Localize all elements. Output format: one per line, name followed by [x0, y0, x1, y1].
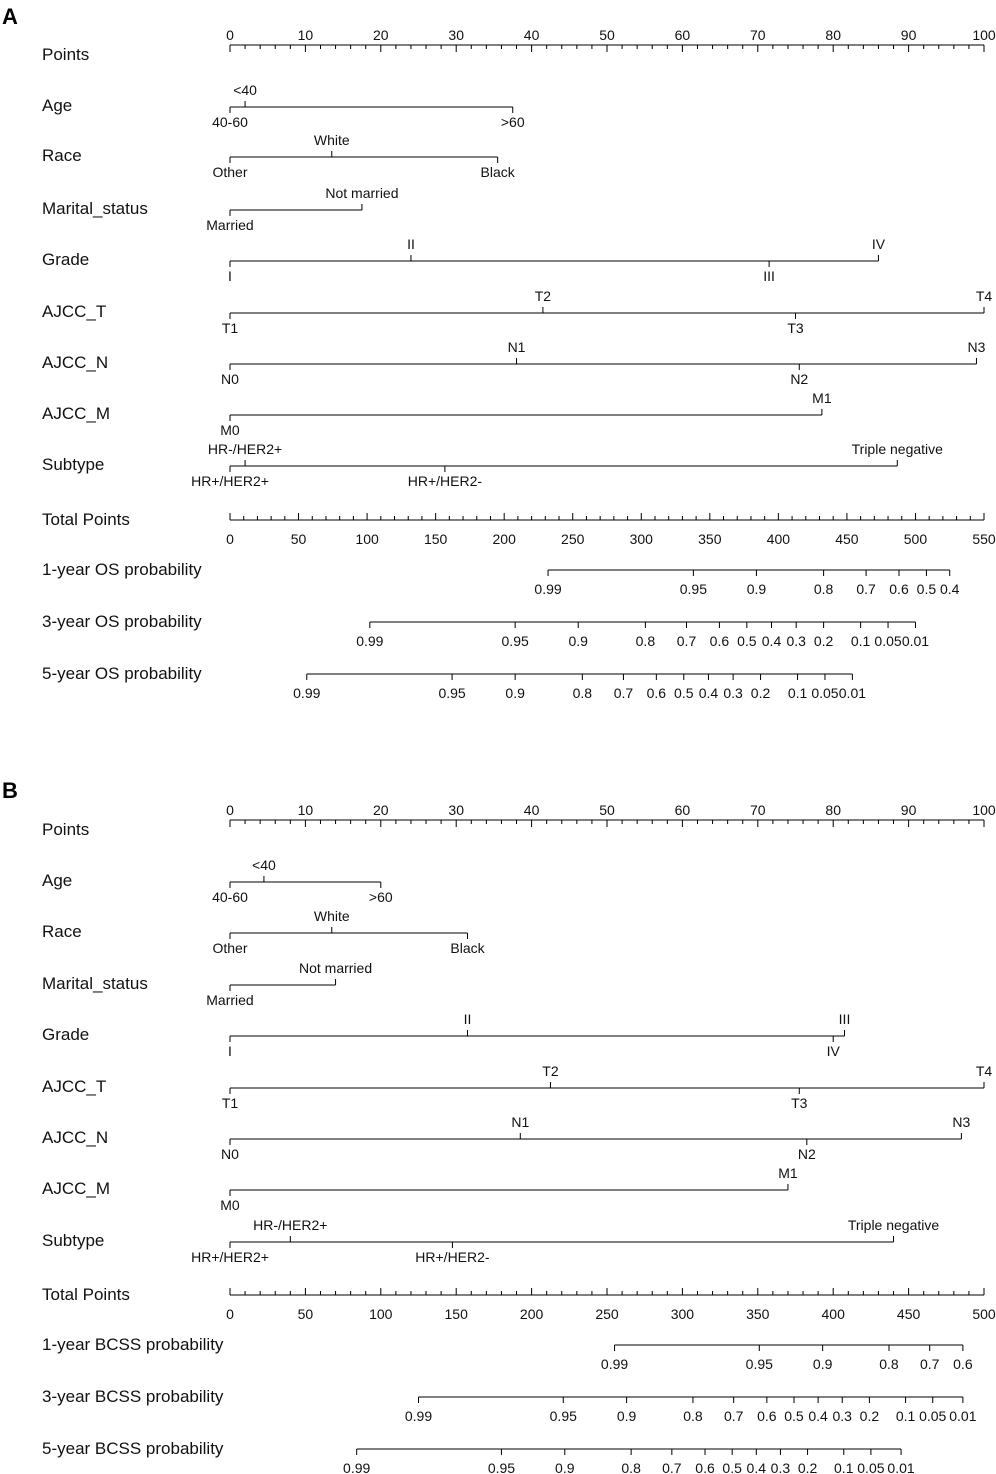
- level-label: White: [313, 908, 350, 924]
- probability-tick-label: 0.8: [683, 1408, 703, 1424]
- probability-tick-label: 0.95: [745, 1356, 773, 1372]
- probability-tick-label: 0.99: [293, 685, 321, 701]
- level-label: N1: [511, 1114, 530, 1130]
- points-axis-tick-label: 80: [825, 802, 841, 818]
- probability-tick-label: 0.1: [834, 1460, 854, 1474]
- probability-tick-label: 0.7: [856, 581, 876, 597]
- probability-tick-label: 0.1: [850, 633, 871, 649]
- level-label: T3: [791, 1095, 808, 1111]
- probability-tick-label: 0.99: [404, 1408, 433, 1424]
- points-axis-tick-label: 10: [297, 27, 314, 43]
- row-label-grade: Grade: [42, 1025, 90, 1044]
- probability-tick-label: 0.3: [770, 1460, 791, 1474]
- row-label-race: Race: [42, 922, 82, 941]
- level-label: II: [463, 1011, 472, 1027]
- points-axis-tick-label: 60: [674, 802, 691, 818]
- row-label-ajcc-t: AJCC_T: [42, 1077, 107, 1096]
- probability-tick-label: 0.6: [889, 581, 909, 597]
- probability-tick-label: 0.8: [879, 1356, 899, 1372]
- probability-tick-label: 0.4: [761, 633, 782, 649]
- total-points-tick-label: 100: [369, 1306, 393, 1322]
- total-points-tick-label: 100: [355, 531, 379, 547]
- points-axis-tick-label: 40: [523, 802, 540, 818]
- probability-tick-label: 0.9: [746, 581, 767, 597]
- total-points-tick-label: 150: [444, 1306, 468, 1322]
- level-label: Triple negative: [847, 1217, 940, 1233]
- points-axis-tick-label: 30: [448, 802, 464, 818]
- probability-axis-label: 5-year OS probability: [42, 664, 202, 683]
- probability-tick-label: 0.9: [555, 1460, 575, 1474]
- points-axis-tick-label: 100: [972, 802, 996, 818]
- level-label: T1: [221, 320, 239, 336]
- row-label-ajcc-m: AJCC_M: [42, 1179, 111, 1198]
- probability-tick-label: 0.99: [600, 1356, 629, 1372]
- probability-axis-label: 5-year BCSS probability: [42, 1439, 224, 1458]
- panel-label-b: B: [2, 778, 18, 803]
- total-points-tick-label: 50: [297, 1306, 314, 1322]
- level-label: M1: [812, 390, 832, 406]
- points-axis-tick-label: 60: [674, 27, 691, 43]
- points-axis-tick-label: 40: [523, 27, 540, 43]
- probability-tick-label: 0.9: [616, 1408, 637, 1424]
- points-axis-tick-label: 10: [297, 802, 314, 818]
- probability-tick-label: 0.3: [786, 633, 806, 649]
- probability-tick-label: 0.05: [874, 633, 902, 649]
- probability-tick-label: 0.95: [549, 1408, 577, 1424]
- probability-tick-label: 0.2: [813, 633, 834, 649]
- level-label: Other: [212, 940, 248, 956]
- total-points-tick-label: 250: [561, 531, 585, 547]
- total-points-tick-label: 450: [835, 531, 859, 547]
- probability-tick-label: 0.99: [343, 1460, 371, 1474]
- row-label-ajcc-n: AJCC_N: [42, 1128, 109, 1147]
- row-label-ajcc-t: AJCC_T: [42, 302, 107, 321]
- probability-tick-label: 0.9: [812, 1356, 833, 1372]
- level-label: III: [838, 1011, 851, 1027]
- level-label: N2: [790, 371, 809, 387]
- points-axis-tick-label: 0: [226, 802, 234, 818]
- probability-tick-label: 0.2: [797, 1460, 818, 1474]
- level-label: >60: [368, 889, 393, 905]
- level-label: N0: [221, 371, 239, 387]
- row-label-marital-status: Marital_status: [42, 199, 148, 218]
- probability-tick-label: 0.5: [784, 1408, 804, 1424]
- level-label: T2: [534, 288, 552, 304]
- level-label: Other: [212, 164, 248, 180]
- level-label: <40: [233, 82, 257, 98]
- level-label: Not married: [298, 960, 373, 976]
- level-label: N3: [952, 1114, 971, 1130]
- probability-tick-label: 0.8: [635, 633, 656, 649]
- level-label: III: [763, 268, 775, 284]
- probability-tick-label: 0.6: [695, 1460, 715, 1474]
- total-points-tick-label: 400: [766, 531, 791, 547]
- probability-tick-label: 0.95: [487, 1460, 516, 1474]
- probability-tick-label: 0.4: [939, 581, 960, 597]
- row-label-subtype: Subtype: [42, 1231, 105, 1250]
- level-label: Married: [206, 992, 254, 1008]
- total-points-tick-label: 250: [595, 1306, 619, 1322]
- probability-tick-label: 0.8: [813, 581, 834, 597]
- level-label: 40-60: [212, 889, 248, 905]
- probability-tick-label: 0.7: [613, 685, 634, 701]
- nomogram-panel-bcss: [2, 778, 996, 1474]
- probability-tick-label: 0.7: [723, 1408, 744, 1424]
- total-points-tick-label: 500: [903, 531, 928, 547]
- level-label: N2: [797, 1146, 816, 1162]
- level-label: IV: [871, 236, 886, 252]
- points-axis-tick-label: 20: [373, 802, 389, 818]
- points-axis-tick-label: 20: [373, 27, 389, 43]
- level-label: HR+/HER2-: [415, 1249, 490, 1265]
- level-label: >60: [500, 114, 525, 130]
- probability-tick-label: 0.99: [356, 633, 384, 649]
- probability-tick-label: 0.8: [621, 1460, 641, 1474]
- probability-tick-label: 0.9: [568, 633, 588, 649]
- panel-label-a: A: [2, 4, 18, 29]
- points-axis-tick-label: 50: [599, 802, 615, 818]
- level-label: Married: [206, 217, 254, 233]
- probability-tick-label: 0.4: [808, 1408, 828, 1424]
- total-points-tick-label: 550: [972, 531, 996, 547]
- points-axis-tick-label: 90: [900, 802, 917, 818]
- probability-tick-label: 0.4: [746, 1460, 767, 1474]
- probability-tick-label: 0.5: [674, 685, 694, 701]
- probability-tick-label: 0.9: [505, 685, 525, 701]
- probability-tick-label: 0.99: [534, 581, 562, 597]
- points-axis-label: Points: [42, 45, 90, 64]
- probability-tick-label: 0.01: [901, 633, 930, 649]
- level-label: I: [228, 1043, 232, 1059]
- total-points-tick-label: 200: [492, 531, 516, 547]
- level-label: Black: [450, 940, 485, 956]
- probability-axis-label: 1-year OS probability: [42, 560, 202, 579]
- total-points-axis-label: Total Points: [42, 1285, 130, 1304]
- probability-tick-label: 0.7: [919, 1356, 940, 1372]
- level-label: T3: [787, 320, 804, 336]
- probability-tick-label: 0.6: [646, 685, 667, 701]
- points-axis-tick-label: 70: [750, 27, 766, 43]
- level-label: Not married: [325, 185, 399, 201]
- level-label: M0: [220, 1197, 240, 1213]
- level-label: T4: [975, 1063, 993, 1079]
- level-label: HR-/HER2+: [253, 1217, 328, 1233]
- probability-axis-label: 3-year OS probability: [42, 612, 202, 631]
- probability-tick-label: 0.01: [887, 1460, 915, 1474]
- probability-tick-label: 0.5: [737, 633, 757, 649]
- probability-tick-label: 0.1: [895, 1408, 916, 1424]
- points-axis-tick-label: 100: [972, 27, 996, 43]
- probability-axis-label: 3-year BCSS probability: [42, 1387, 224, 1406]
- level-label: Black: [480, 164, 515, 180]
- level-label: I: [228, 268, 232, 284]
- level-label: N1: [507, 339, 526, 355]
- probability-tick-label: 0.6: [757, 1408, 777, 1424]
- probability-tick-label: 0.05: [919, 1408, 947, 1424]
- probability-tick-label: 0.05: [857, 1460, 885, 1474]
- points-axis-tick-label: 80: [825, 27, 841, 43]
- level-label: HR+/HER2+: [191, 1249, 269, 1265]
- points-axis-tick-label: 70: [750, 802, 766, 818]
- probability-tick-label: 0.7: [676, 633, 697, 649]
- probability-tick-label: 0.8: [572, 685, 593, 701]
- probability-tick-label: 0.3: [832, 1408, 852, 1424]
- total-points-tick-label: 350: [698, 531, 722, 547]
- total-points-tick-label: 450: [896, 1306, 921, 1322]
- level-label: II: [407, 236, 415, 252]
- points-axis-label: Points: [42, 820, 90, 839]
- level-label: T1: [221, 1095, 239, 1111]
- row-label-grade: Grade: [42, 250, 90, 269]
- probability-tick-label: 0.7: [662, 1460, 682, 1474]
- total-points-tick-label: 300: [629, 531, 653, 547]
- level-label: N3: [967, 339, 986, 355]
- probability-tick-label: 0.5: [916, 581, 937, 597]
- probability-tick-label: 0.2: [859, 1408, 880, 1424]
- total-points-axis-label: Total Points: [42, 510, 130, 529]
- level-label: T2: [542, 1063, 559, 1079]
- level-label: HR+/HER2+: [191, 473, 269, 489]
- total-points-tick-label: 50: [290, 531, 307, 547]
- probability-tick-label: 0.1: [787, 685, 808, 701]
- level-label: <40: [252, 857, 276, 873]
- total-points-tick-label: 350: [746, 1306, 770, 1322]
- probability-axis-label: 1-year BCSS probability: [42, 1335, 224, 1354]
- total-points-tick-label: 200: [519, 1306, 544, 1322]
- probability-tick-label: 0.6: [709, 633, 730, 649]
- level-label: HR-/HER2+: [207, 441, 283, 457]
- points-axis-tick-label: 50: [599, 27, 615, 43]
- level-label: 40-60: [212, 114, 248, 130]
- level-label: Triple negative: [851, 441, 943, 457]
- probability-tick-label: 0.05: [811, 685, 839, 701]
- row-label-age: Age: [42, 96, 73, 115]
- probability-tick-label: 0.4: [698, 685, 719, 701]
- total-points-tick-label: 0: [226, 1306, 234, 1322]
- level-label: N0: [221, 1146, 239, 1162]
- points-axis-tick-label: 30: [448, 27, 464, 43]
- total-points-tick-label: 300: [670, 1306, 695, 1322]
- total-points-tick-label: 500: [972, 1306, 996, 1322]
- level-label: M0: [220, 422, 240, 438]
- probability-tick-label: 0.95: [501, 633, 529, 649]
- level-label: IV: [826, 1043, 840, 1059]
- row-label-ajcc-n: AJCC_N: [42, 353, 109, 372]
- probability-tick-label: 0.6: [953, 1356, 973, 1372]
- row-label-marital-status: Marital_status: [42, 974, 148, 993]
- probability-tick-label: 0.95: [679, 581, 707, 597]
- row-label-subtype: Subtype: [42, 455, 105, 474]
- total-points-tick-label: 400: [821, 1306, 845, 1322]
- level-label: T4: [975, 288, 993, 304]
- level-label: White: [313, 132, 350, 148]
- level-label: M1: [778, 1165, 798, 1181]
- row-label-age: Age: [42, 871, 73, 890]
- total-points-tick-label: 0: [226, 531, 234, 547]
- row-label-ajcc-m: AJCC_M: [42, 404, 111, 423]
- probability-tick-label: 0.01: [949, 1408, 977, 1424]
- total-points-tick-label: 150: [423, 531, 448, 547]
- probability-tick-label: 0.95: [438, 685, 466, 701]
- level-label: HR+/HER2-: [407, 473, 483, 489]
- probability-tick-label: 0.01: [838, 685, 867, 701]
- probability-tick-label: 0.3: [723, 685, 743, 701]
- points-axis-tick-label: 0: [226, 27, 234, 43]
- nomogram-panel-os: [2, 4, 996, 701]
- probability-tick-label: 0.5: [722, 1460, 742, 1474]
- points-axis-tick-label: 90: [900, 27, 917, 43]
- row-label-race: Race: [42, 146, 82, 165]
- probability-tick-label: 0.2: [750, 685, 771, 701]
